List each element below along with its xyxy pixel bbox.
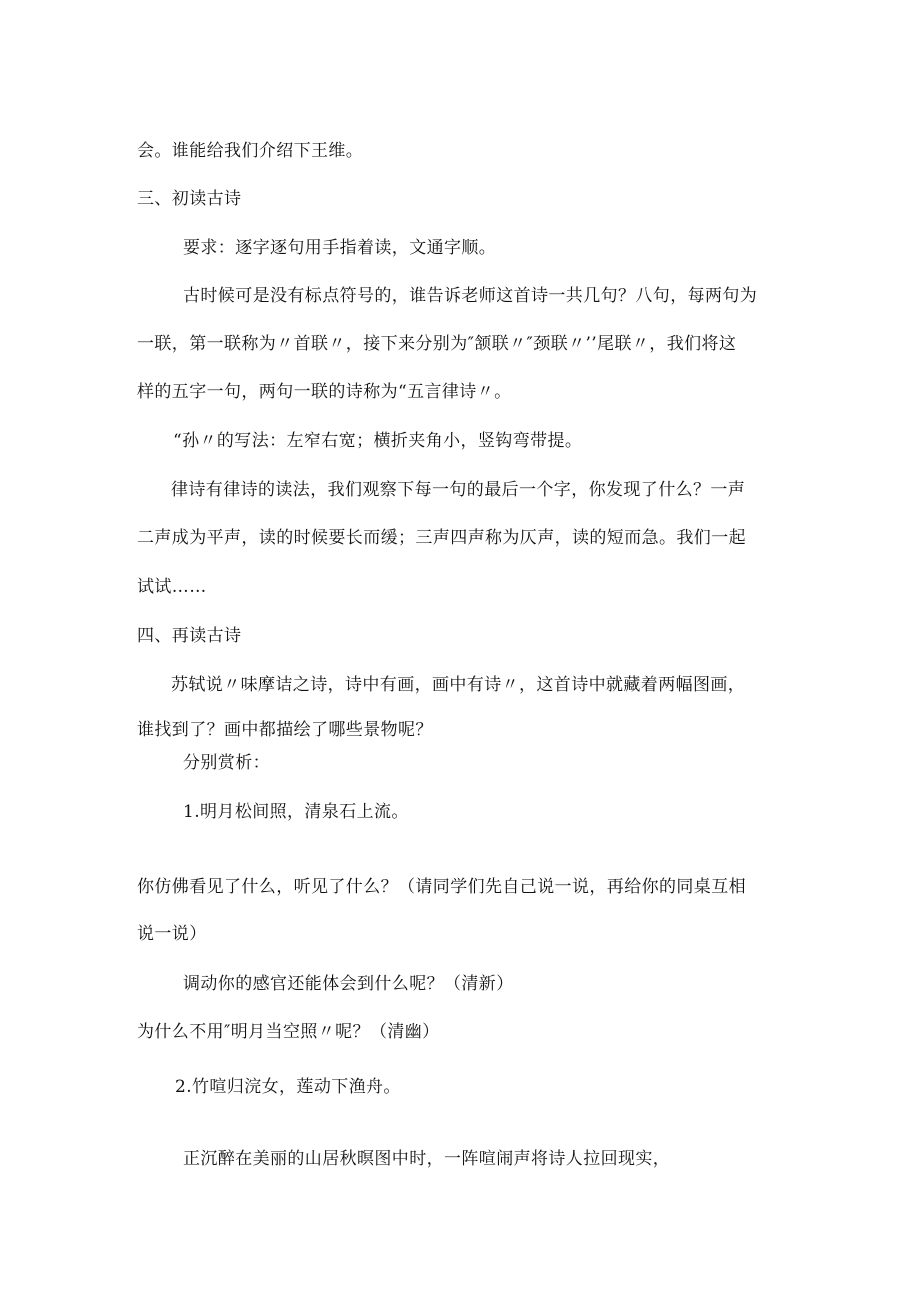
text-line: 说一说） <box>137 924 207 944</box>
text-line: 2.竹喧归浣女，莲动下渔舟。 <box>175 1077 401 1097</box>
text-line: 试试…… <box>137 577 207 597</box>
text-line: 苏轼说〃味摩诘之诗，诗中有画，画中有诗〃，这首诗中就藏着两幅图画， <box>171 675 746 695</box>
text-line: “孙〃的写法：左窄右宽；横折夹角小，竖钩弯带提。 <box>173 431 583 451</box>
text-line: 你仿佛看见了什么，听见了什么？（请同学们先自己说一说，再给你的同桌互相 <box>137 877 746 897</box>
text-line: 1.明月松间照，清泉石上流。 <box>183 802 409 822</box>
text-line: 会。谁能给我们介绍下王维。 <box>137 141 364 161</box>
text-line: 二声成为平声，读的时候要长而缓；三声四声称为仄声，读的短而急。我们一起 <box>137 528 746 548</box>
text-line: 古时候可是没有标点符号的，谁告诉老师这首诗一共几句？八句，每两句为 <box>183 286 758 306</box>
text-line: 谁找到了？画中都描绘了哪些景物呢？ <box>137 720 433 740</box>
text-line: 为什么不用″明月当空照〃呢？（清幽） <box>137 1022 440 1042</box>
section-heading: 四、再读古诗 <box>137 626 242 646</box>
text-line: 律诗有律诗的读法，我们观察下每一句的最后一个字，你发现了什么？一声 <box>171 480 746 500</box>
text-line: 样的五字一句，两句一联的诗称为“五言律诗〃。 <box>137 382 512 402</box>
text-line: 分别赏析： <box>183 753 270 773</box>
text-line: 一联，第一联称为〃首联〃，接下来分别为″颔联〃″颈联〃’’尾联〃，我们将这 <box>137 334 737 354</box>
text-line: 要求：逐字逐句用手指着读，文通字顺。 <box>183 238 497 258</box>
text-line: 正沉醉在美丽的山居秋暝图中时，一阵喧闹声将诗人拉回现实， <box>183 1149 671 1169</box>
text-line: 调动你的感官还能体会到什么呢？（清新） <box>183 974 514 994</box>
section-heading: 三、初读古诗 <box>137 189 242 209</box>
